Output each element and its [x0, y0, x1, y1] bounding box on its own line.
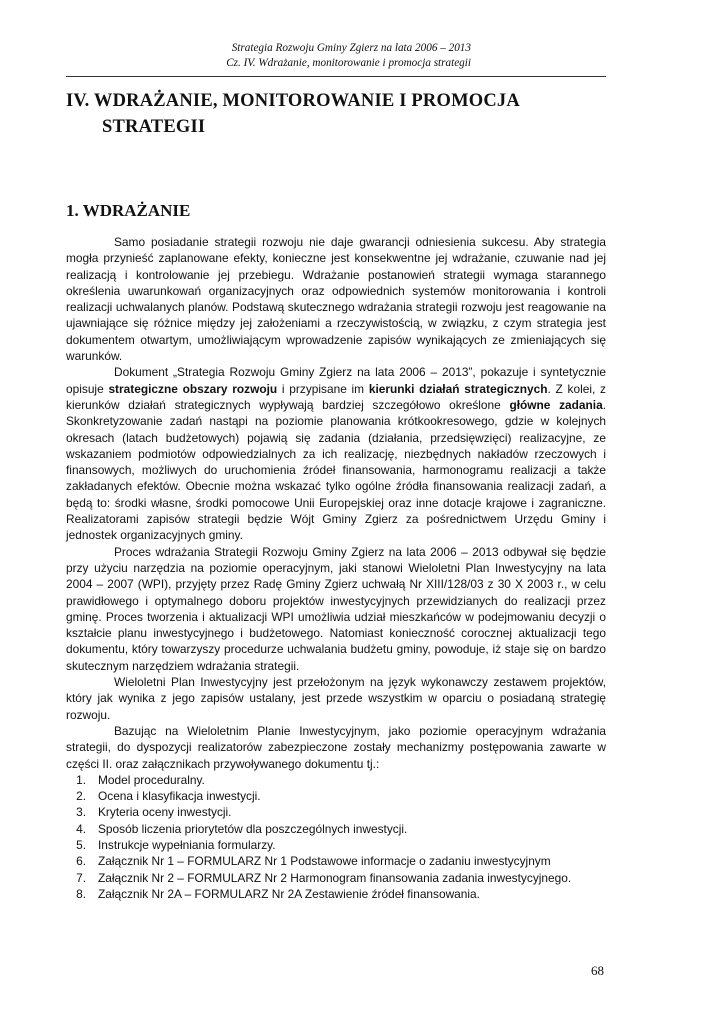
paragraph-4: Wieloletni Plan Inwestycyjny jest przełożonym na język wykonawczy zestawem projektów, który jak wynika z jego zapisów ustalany, jest przede wszystkim w oparciu o posiadaną strategię rozwoju. — [66, 675, 606, 722]
paragraph-5: Bazując na Wieloletnim Planie Inwestycyjnym, jako poziomie operacyjnym wdrażania strategii, do dyspozycji realizatorów zabezpieczone zostały mechanizmy postępowania zawarte w części II. oraz załącznikach przywoływanego dokumentu tj.: — [66, 723, 606, 771]
list-item-number: 1. — [76, 772, 86, 787]
list-item — [66, 804, 606, 820]
list-item — [66, 870, 606, 886]
list-item-text: Załącznik Nr 2 – FORMULARZ Nr 2 Harmonogram finansowania zadania inwestycyjnego. — [98, 870, 572, 885]
paragraph-2-text-2: i przypisane im — [277, 381, 369, 396]
header-rule — [66, 76, 606, 77]
paragraph-2-bold-1: strategiczne obszary rozwoju — [108, 381, 278, 396]
header-line-1: Strategia Rozwoju Gminy Zgierz na lata 2006 – 2013 — [231, 42, 471, 54]
paragraph-1: Samo posiadanie strategii rozwoju nie daje gwarancji odniesienia sukcesu. Aby strategia mogła przynieść zaplanowane efekty, konieczne jest konsekwentne jej wdrażanie, czuwanie nad jej realizacją i kontrolowanie jej przebiegu. Wdrażanie postanowień strategii wymaga starannego określenia uwarunkowań organizacyjnych oraz odpowiednich systemów monitorowania i kontroli realizacji uchwalanych planów. Podstawą skutecznego wdrażania strategii rozwoju jest reagowanie na ujawniające się różnice między jej założeniami a rzeczywistością, w związku, z czym strategia jest dokumentem otwartym, umożliwiającym wprowadzenie zapisów wynikających ze zmieniających się warunków. — [66, 235, 606, 364]
header-line-2: Cz. IV. Wdrażanie, monitorowanie i promocja strategii — [226, 57, 471, 69]
list-item-text: Załącznik Nr 1 – FORMULARZ Nr 1 Podstawowe informacje o zadaniu inwestycyjnym — [98, 854, 551, 869]
chapter-title — [66, 88, 626, 140]
list-item — [66, 821, 606, 837]
list-item — [66, 788, 606, 804]
list-item-number: 6. — [76, 854, 86, 869]
paragraph-2-text-4: . Skonkretyzowanie zadań nastąpi na poziomie planowania krótkookresowego, gdzie w kolejnych okresach (latach budżetowych) pojawią się zadania (działania, przedsięwzięci) realizacyjne, ze wskazaniem podmiotów odpowiedzialnych za ich realizację, niezbędnych nakładów rzeczowych i finansowych, możliwych do uruchomienia źródeł finansowania, harmonogramu realizacji a także zakładanych efektów. Obecnie można wskazać tylko ogólne źródła finansowania realizacji zadań, a będą to: środki własne, środki pomocowe Unii Europejskiej oraz inne dotacje krajowe i zagraniczne. Realizatorami zapisów strategii będzie Wójt Gminy Zgierz za pośrednictwem Urzędu Gminy i jednostek organizacyjnych gminy. — [66, 397, 606, 543]
list-item-text: Załącznik Nr 2A – FORMULARZ Nr 2A Zestawienie źródeł finansowania. — [98, 886, 480, 901]
list-item-number: 2. — [76, 789, 86, 804]
running-header — [66, 41, 471, 71]
list-item-text: Model proceduralny. — [98, 772, 205, 787]
paragraph-2-bold-2: kierunki działań strategicznych — [368, 381, 548, 396]
paragraph-2-text-1: Dokument „Strategia Rozwoju Gminy Zgierz na lata 2006 – 2013”, pokazuje i syntetycznie opisuje — [66, 365, 606, 396]
paragraph-2 — [66, 364, 606, 543]
list-item — [66, 772, 606, 788]
list-item — [66, 853, 606, 869]
attachments-list — [66, 772, 606, 902]
chapter-title-line-2: STRATEGII — [102, 117, 206, 137]
list-item-number: 8. — [76, 886, 86, 901]
list-item-text: Kryteria oceny inwestycji. — [98, 805, 232, 820]
section-heading: 1. WDRAŻANIE — [66, 201, 191, 220]
list-item-number: 7. — [76, 870, 86, 885]
list-item-text: Ocena i klasyfikacja inwestycji. — [98, 789, 261, 804]
list-item — [66, 886, 606, 902]
chapter-title-line-1: IV. WDRAŻANIE, MONITOROWANIE I PROMOCJA — [66, 91, 520, 111]
paragraph-2-text-3: . Z kolei, z kierunków działań strategicznych wypływają bardziej szczegółowo określone — [66, 381, 606, 412]
page-number: 68 — [591, 963, 604, 978]
list-item-text: Sposób liczenia priorytetów dla poszczególnych inwestycji. — [98, 821, 408, 836]
list-item-text: Instrukcje wypełniania formularzy. — [98, 837, 276, 852]
list-item-number: 4. — [76, 821, 86, 836]
paragraph-3: Proces wdrażania Strategii Rozwoju Gminy Zgierz na lata 2006 – 2013 odbywał się będzie przy użyciu narzędzia na poziomie operacyjnym, jaki stanowi Wieloletni Plan Inwestycyjny na lata 2004 – 2007 (WPI), przyjęty przez Radę Gminy Zgierz uchwałą Nr XIII/128/03 z 30 X 2003 r., w celu prawidłowego i optymalnego doboru projektów inwestycyjnych przewidzianych do realizacji przez gminę. Proces tworzenia i aktualizacji WPI umożliwia udział mieszkańców w podejmowaniu decyzji o kształcie planu inwestycyjnego i budżetowego. Natomiast konieczność corocznej aktualizacji tego dokumentu, który towarzyszy procedurze uchwalania budżetu gminy, powoduje, iż staje się on bardzo skutecznym narzędziem wdrażania strategii. — [66, 544, 606, 673]
body-text — [66, 234, 606, 902]
list-item — [66, 837, 606, 853]
paragraph-2-bold-3: główne zadania — [509, 397, 603, 412]
list-item-number: 3. — [76, 805, 86, 820]
list-item-number: 5. — [76, 837, 86, 852]
